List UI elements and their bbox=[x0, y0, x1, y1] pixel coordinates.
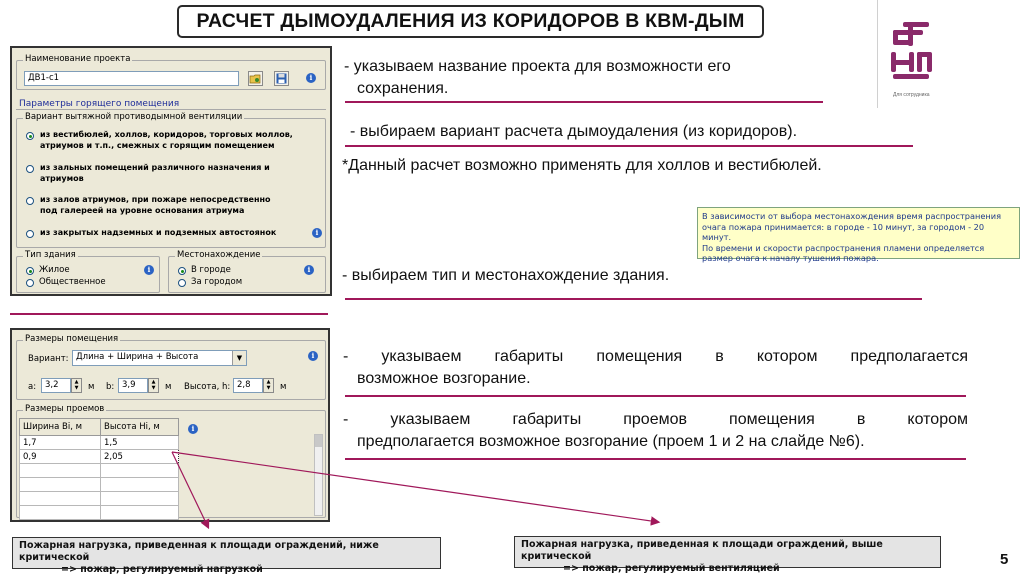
building-type-public-label: Общественное bbox=[39, 277, 106, 287]
note-line: размер очага к началу тушения пожара. bbox=[702, 253, 879, 263]
ventilation-variant-label: Вариант вытяжной противодымной вентиляции bbox=[25, 112, 243, 122]
note-line: => пожар, регулируемый нагрузкой bbox=[61, 564, 263, 575]
project-info-icon[interactable]: i bbox=[306, 73, 316, 83]
note-line: Пожарная нагрузка, приведенная к площади ограждений, ниже критической bbox=[19, 540, 379, 563]
bullet-project-name-line1: - указываем название проекта для возможности его bbox=[344, 58, 731, 75]
arrow-to-left-note bbox=[172, 452, 208, 527]
room-size-label: Размеры помещения bbox=[25, 334, 119, 344]
location-info-icon[interactable]: i bbox=[304, 265, 314, 275]
variant-label: Вариант: bbox=[28, 354, 69, 364]
arrow-to-right-note bbox=[172, 452, 658, 522]
bullet-project-name-line2: сохранения. bbox=[357, 80, 449, 97]
b-unit: м bbox=[165, 382, 172, 392]
h-stepper[interactable]: ▲ ▼ bbox=[263, 378, 274, 393]
location-city-label: В городе bbox=[191, 265, 231, 275]
location-label: Местонахождение bbox=[177, 250, 261, 260]
table-cell[interactable]: 2,05 bbox=[101, 450, 179, 464]
variant-select-value: Длина + Ширина + Высота bbox=[76, 352, 199, 362]
b-stepper[interactable]: ▲ ▼ bbox=[148, 378, 159, 393]
table-cell[interactable]: 1,7 bbox=[20, 436, 101, 450]
note-line: Пожарная нагрузка, приведенная к площади ограждений, выше критической bbox=[521, 539, 883, 562]
a-input[interactable]: 3,2 bbox=[41, 378, 71, 393]
page-number: 5 bbox=[1000, 551, 1009, 568]
bullet-applicability-note: *Данный расчет возможно применять для холлов и вестибюлей. bbox=[342, 157, 822, 174]
location-outside-label: За городом bbox=[191, 277, 243, 287]
bullet-openings-line1: - указываем габариты проемов помещения в котором bbox=[343, 411, 968, 428]
bullet-calc-variant: - выбираем вариант расчета дымоудаления (из коридоров). bbox=[350, 123, 798, 140]
building-type-info-icon[interactable]: i bbox=[144, 265, 154, 275]
chevron-down-icon[interactable]: ▼ bbox=[232, 351, 246, 365]
ventilation-info-icon[interactable]: i bbox=[312, 228, 322, 238]
bottom-note-above-critical bbox=[514, 536, 941, 574]
table-cell[interactable]: 1,5 bbox=[101, 436, 179, 450]
b-input[interactable]: 3,9 bbox=[118, 378, 148, 393]
h-unit: м bbox=[280, 382, 287, 392]
ventilation-option-atrium-label: из залов атриумов, при пожаре непосредственно под галереей на уровне основания атриума bbox=[40, 195, 271, 215]
a-label: a: bbox=[28, 382, 37, 392]
building-type-residential-label: Жилое bbox=[39, 265, 70, 275]
table-cell[interactable]: 0,9 bbox=[20, 450, 101, 464]
bullet-openings-line2: предполагается возможное возгорание (проем 1 и 2 на слайде №6). bbox=[357, 433, 865, 450]
note-line: По времени и скорости распространения пламени определяется bbox=[702, 242, 985, 253]
bullet-building-type: - выбираем тип и местонахождение здания. bbox=[342, 267, 670, 284]
openings-info-icon[interactable]: i bbox=[188, 424, 198, 434]
variant-info-icon[interactable]: i bbox=[308, 351, 318, 361]
logo-caption: Для сотрудника bbox=[893, 92, 930, 98]
ventilation-option-parking-label: из закрытых надземных и подземных автостоянок bbox=[40, 228, 277, 237]
h-label: Высота, h: bbox=[184, 382, 231, 392]
project-name-label: Наименование проекта bbox=[25, 54, 131, 64]
openings-label: Размеры проемов bbox=[25, 404, 105, 414]
building-type-label: Тип здания bbox=[25, 250, 76, 260]
note-line: очага пожара принимается: в городе - 10 минут, за городом - 20 минут. bbox=[702, 221, 985, 242]
h-input[interactable]: 2,8 bbox=[233, 378, 263, 393]
bullet-room-size-line2: возможное возгорание. bbox=[357, 370, 531, 387]
a-stepper[interactable]: ▲ ▼ bbox=[71, 378, 82, 393]
bottom-note-below-critical bbox=[12, 537, 441, 575]
project-name-input[interactable]: ДВ1-с1 bbox=[24, 71, 239, 86]
note-line: => пожар, регулируемый вентиляцией bbox=[563, 563, 780, 574]
column-header-width: Ширина Bi, м bbox=[20, 419, 101, 436]
ventilation-option-halls-label: из зальных помещений различного назначения и атриумов bbox=[40, 163, 270, 183]
page-title: РАСЧЕТ ДЫМОУДАЛЕНИЯ ИЗ КОРИДОРОВ В КВМ-ДЫМ bbox=[196, 10, 745, 32]
note-line: В зависимости от выбора местонахождения время распространения bbox=[702, 211, 1001, 221]
column-header-height: Высота Hi, м bbox=[101, 419, 179, 436]
bullet-room-size-line1: - указываем габариты помещения в котором предполагается bbox=[343, 348, 968, 365]
hot-room-params-heading: Параметры горящего помещения bbox=[19, 99, 180, 109]
ventilation-option-corridors-label: из вестибюлей, холлов, коридоров, торговых моллов, атриумов и т.п., смежных с горящим помещением bbox=[40, 130, 293, 150]
a-unit: м bbox=[88, 382, 95, 392]
b-label: b: bbox=[106, 382, 115, 392]
